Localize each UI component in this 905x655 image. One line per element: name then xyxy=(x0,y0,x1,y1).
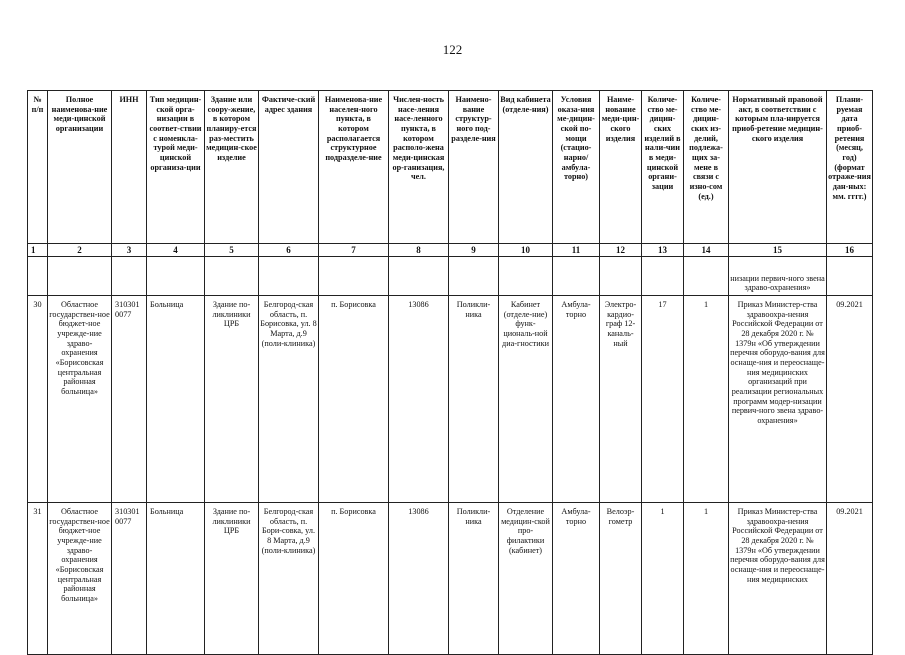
column-number: 1 xyxy=(28,244,48,257)
structural-unit: Поликли-ника xyxy=(449,503,499,655)
header-cell: Наимено-вание структур-ного под-разделе-ния xyxy=(449,91,499,244)
column-number: 10 xyxy=(499,244,553,257)
page-number: 122 xyxy=(442,42,463,57)
building: Здание по-ликлиники ЦРБ xyxy=(205,503,259,655)
inn-value: 310301 0077 xyxy=(112,503,147,655)
purchase-date: 09.2021 xyxy=(827,503,873,655)
column-number: 5 xyxy=(205,244,259,257)
header-cell: Наименова-ние населен-ного пункта, в котором располагается структурное подразделе-ние xyxy=(319,91,389,244)
column-number: 7 xyxy=(319,244,389,257)
cabinet-type: Кабинет (отделе-ние) функ-циональ-ной диа-гностики xyxy=(499,296,553,503)
column-number-row xyxy=(28,244,873,257)
header-cell: Вид кабинета (отделе-ния) xyxy=(499,91,553,244)
column-number: 11 xyxy=(553,244,600,257)
device-name: Электро-кардио-граф 12-каналь-ный xyxy=(600,296,642,503)
inn-value: 310301 0077 xyxy=(112,296,147,503)
empty-cell xyxy=(48,257,112,296)
header-cell: Наиме-нование меди-цин-ского изделия xyxy=(600,91,642,244)
empty-cell xyxy=(827,257,873,296)
column-number: 8 xyxy=(389,244,449,257)
structural-unit: Поликли-ника xyxy=(449,296,499,503)
care-conditions: Амбула-торно xyxy=(553,296,600,503)
address: Белгород-ская область, п. Борисовка, ул. 8 Марта, д.9 (поли-клиника) xyxy=(259,296,319,503)
column-number: 12 xyxy=(600,244,642,257)
header-cell: № п/п xyxy=(28,91,48,244)
quantity-to-replace: 1 xyxy=(684,503,729,655)
locality: п. Борисовка xyxy=(319,503,389,655)
table-row xyxy=(28,296,873,503)
empty-cell xyxy=(389,257,449,296)
empty-cell xyxy=(553,257,600,296)
empty-cell xyxy=(684,257,729,296)
organization-type: Больница xyxy=(147,503,205,655)
legal-act: Приказ Министер-ства здравоохра-нения Российской Федерации от 28 декабря 2020 г. № 1379н «Об утверждении перечня оборудо-вания для оснаще-ния и переоснаще-ния медицинских организаций при реализации региональных программ модер-низации первич-ного звена здраво-охранения» xyxy=(729,296,827,503)
cabinet-type: Отделение медицин-ской про-филактики (кабинет) xyxy=(499,503,553,655)
column-number: 16 xyxy=(827,244,873,257)
device-name: Велоэр-гометр xyxy=(600,503,642,655)
organization-type: Больница xyxy=(147,296,205,503)
column-number: 4 xyxy=(147,244,205,257)
column-number: 15 xyxy=(729,244,827,257)
locality: п. Борисовка xyxy=(319,296,389,503)
empty-cell xyxy=(449,257,499,296)
header-cell: Нормативный правовой акт, в соответствии с которым пла-нируется приоб-ретение медицин-ского изделия xyxy=(729,91,827,244)
column-number: 9 xyxy=(449,244,499,257)
empty-cell xyxy=(147,257,205,296)
empty-cell xyxy=(259,257,319,296)
header-cell: Тип медицин-ской орга-низации в соответ-ствии с номенкла-турой меди-цинской организа-ции xyxy=(147,91,205,244)
header-cell: Плани-руемая дата приоб-ретения (месяц, год) (формат отраже-ния дан-ных: мм. гггг.) xyxy=(827,91,873,244)
purchase-date: 09.2021 xyxy=(827,296,873,503)
header-cell: Количе-ство ме-дицин-ских из-делий, подлежа-щих за-мене в связи с изно-сом (ед.) xyxy=(684,91,729,244)
quantity-to-replace: 1 xyxy=(684,296,729,503)
empty-cell xyxy=(205,257,259,296)
population: 13086 xyxy=(389,503,449,655)
header-cell: Фактиче-ский адрес здания xyxy=(259,91,319,244)
header-cell: Количе-ство ме-дицин-ских изделий в нали-чии в меди-цинской органи-зации xyxy=(642,91,684,244)
header-cell: Числен-ность насе-ления насе-ленного пункта, в котором располо-жена меди-цинская ор-ганизация, чел. xyxy=(389,91,449,244)
column-number: 14 xyxy=(684,244,729,257)
continuation-row xyxy=(28,257,873,296)
header-cell: Полное наименова-ние меди-цинской организации xyxy=(48,91,112,244)
row-number: 31 xyxy=(28,503,48,655)
row-number: 30 xyxy=(28,296,48,503)
equipment-table xyxy=(27,90,873,655)
legal-act: Приказ Министер-ства здравоохра-нения Российской Федерации от 28 декабря 2020 г. № 1379н «Об утверждении перечня оборудо-вания для оснаще-ния и переоснаще-ния медицинских xyxy=(729,503,827,655)
header-cell: ИНН xyxy=(112,91,147,244)
column-number: 3 xyxy=(112,244,147,257)
header-cell: Здание или соору-жение, в котором планиру-ется раз-местить медицин-ское изделие xyxy=(205,91,259,244)
column-number: 2 xyxy=(48,244,112,257)
organization-name: Областное государствен-ное бюджет-ное учрежде-ние здраво-охранения «Борисовская центральная районная больница» xyxy=(48,296,112,503)
population: 13086 xyxy=(389,296,449,503)
quantity-available: 17 xyxy=(642,296,684,503)
address: Белгород-ская область, п. Бори-совка, ул. 8 Марта, д.9 (поли-клиника) xyxy=(259,503,319,655)
table-row xyxy=(28,503,873,655)
empty-cell xyxy=(319,257,389,296)
column-number: 6 xyxy=(259,244,319,257)
empty-cell xyxy=(28,257,48,296)
organization-name: Областное государствен-ное бюджет-ное учрежде-ние здраво-охранения «Борисовская центральная районная больница» xyxy=(48,503,112,655)
empty-cell xyxy=(499,257,553,296)
continuation-text: низации первич-ного звена здраво-охранения» xyxy=(729,257,827,296)
building: Здание по-ликлиники ЦРБ xyxy=(205,296,259,503)
quantity-available: 1 xyxy=(642,503,684,655)
column-number: 13 xyxy=(642,244,684,257)
header-row xyxy=(28,91,873,244)
empty-cell xyxy=(642,257,684,296)
empty-cell xyxy=(112,257,147,296)
care-conditions: Амбула-торно xyxy=(553,503,600,655)
empty-cell xyxy=(600,257,642,296)
header-cell: Условия оказа-ния ме-дицин-ской по-мощи (стацио-нарно/ амбула-торно) xyxy=(553,91,600,244)
